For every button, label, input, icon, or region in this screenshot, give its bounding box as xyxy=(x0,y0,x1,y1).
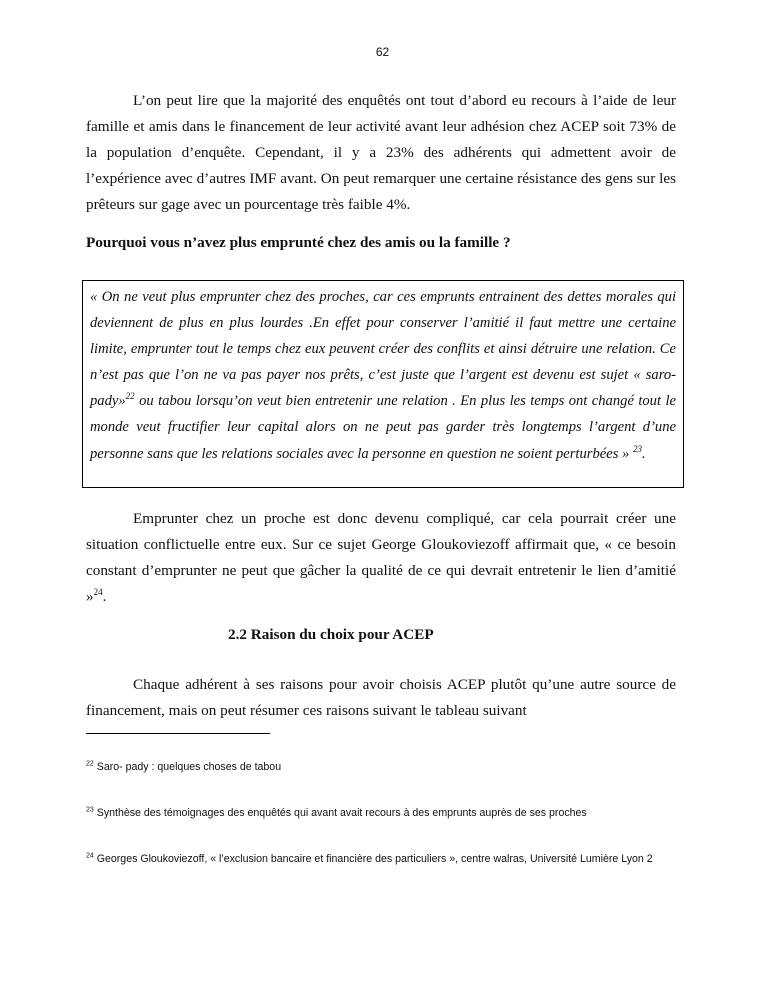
section-heading: 2.2 Raison du choix pour ACEP xyxy=(228,626,434,643)
footnote-number: 24 xyxy=(86,852,94,860)
footnote-ref-23[interactable]: 23 xyxy=(632,443,642,454)
paragraph-3: Chaque adhérent à ses raisons pour avoir choisis ACEP plutôt qu’une autre source de financement, mais on peut résumer ces raisons suivant le tableau suivant xyxy=(86,676,676,719)
footnote-ref-24[interactable]: 24 xyxy=(93,586,103,597)
paragraph-2-text: Emprunter chez un proche est donc devenu compliqué, car cela pourrait créer une situation conflictuelle entre eux. Sur ce sujet George Gloukoviezoff affirmait que, « ce besoin constant d’emprunter ne peut que gâcher la qualité de ce qui devrait entretenir le lien d’amitié » xyxy=(86,510,676,605)
paragraph-2-end: . xyxy=(102,588,107,605)
question-heading: Pourquoi vous n’avez plus emprunté chez des amis ou la famille ? xyxy=(86,234,511,251)
quote-end: . xyxy=(641,445,646,462)
footnote-22 xyxy=(86,759,676,775)
quote-text-1: « On ne veut plus emprunter chez des proches, car ces emprunts entrainent des dettes morales qui deviennent de plus en plus lourdes .En effet pour conserver l’amitié il faut mettre une certaine limite, emprunter tout le temps chez eux peuvent créer des conflits et ainsi détruire une relation. Ce n’est pas que l’on ne va pas payer nos prêts, c’est juste que l’argent est devenu est sujet « saro-pady» xyxy=(90,289,676,410)
footnote-text: Saro- pady : quelques choses de tabou xyxy=(96,761,282,773)
footnote-ref-22[interactable]: 22 xyxy=(125,391,135,402)
footnote-text: Synthèse des témoignages des enquêtés qui avant avait recours à des emprunts auprès de ses proches xyxy=(96,807,587,819)
footnote-24 xyxy=(86,851,676,867)
page-number: 62 xyxy=(375,45,390,59)
footnote-number: 23 xyxy=(86,806,94,814)
paragraph-1: L’on peut lire que la majorité des enquêtés ont tout d’abord eu recours à l’aide de leur famille et amis dans le financement de leur activité avant leur adhésion chez ACEP soit 73% de la population d’enquête. Cependant, il y a 23% des adhérents qui admettent avoir de l’expérience avec d’autres IMF avant. On peut remarquer une certaine résistance des gens sur les prêteurs sur gage avec un pourcentage très faible 4%. xyxy=(86,92,676,213)
paragraph-2 xyxy=(86,506,676,610)
quote-text-2: ou tabou lorsqu’on veut bien entretenir une relation . En plus les temps ont changé tout le monde veut fructifier leur capital alors on ne peut pas garder très longtemps l’argent d’une personne sans que les relations sociales avec la personne en question ne soient perturbées » xyxy=(90,393,676,462)
footnote-separator xyxy=(86,733,270,734)
footnote-23 xyxy=(86,805,676,821)
footnote-number: 22 xyxy=(86,760,94,768)
quote-box xyxy=(82,280,684,488)
footnote-text: Georges Gloukoviezoff, « l’exclusion bancaire et financière des particuliers », centre walras, Université Lumière Lyon 2 xyxy=(96,853,653,865)
